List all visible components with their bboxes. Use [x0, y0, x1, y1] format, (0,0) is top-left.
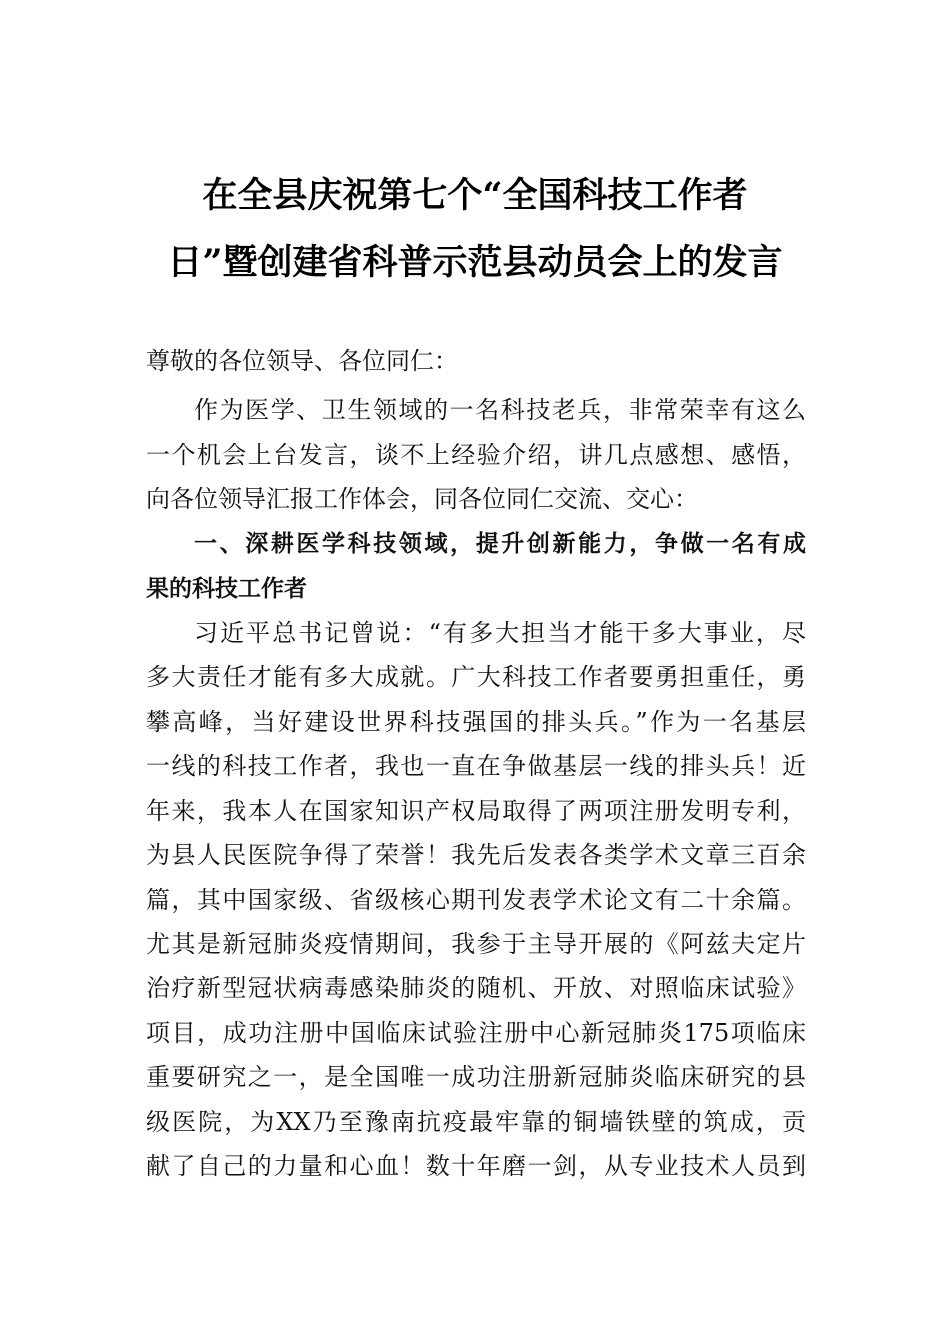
paragraph-line: 治疗新型冠状病毒感染肺炎的随机、开放、对照临床试验》 [146, 974, 806, 1002]
paragraph-line: 项目，成功注册中国临床试验注册中心新冠肺炎175项临床 [146, 1019, 806, 1047]
document-title-line-2: 日”暨创建省科普示范县动员会上的发言 [167, 242, 783, 283]
paragraph-line: 重要研究之一，是全国唯一成功注册新冠肺炎临床研究的县 [146, 1063, 806, 1091]
paragraph-line: 攀高峰，当好建设世界科技强国的排头兵。”作为一名基层 [146, 708, 806, 736]
paragraph-line: 尤其是新冠肺炎疫情期间，我参于主导开展的《阿兹夫定片 [146, 930, 806, 958]
paragraph-line: 献了自己的力量和心血！数十年磨一剑，从专业技术人员到 [146, 1152, 806, 1180]
paragraph-line: 一个机会上台发言，谈不上经验介绍，讲几点感想、感悟， [146, 441, 806, 469]
section-heading: 果的科技工作者 [146, 576, 307, 602]
salutation: 尊敬的各位领导、各位同仁： [146, 347, 458, 375]
paragraph-line: 级医院，为XX乃至豫南抗疫最牢靠的铜墙铁壁的筑成，贡 [146, 1108, 806, 1136]
paragraph-line: 篇，其中国家级、省级核心期刊发表学术论文有二十余篇。 [146, 886, 806, 914]
section-heading: 一、深耕医学科技领域，提升创新能力，争做一名有成 [194, 531, 806, 557]
paragraph-line: 习近平总书记曾说：“有多大担当才能干多大事业，尽 [194, 619, 806, 647]
paragraph-line: 年来，我本人在国家知识产权局取得了两项注册发明专利， [146, 797, 806, 825]
paragraph-line: 向各位领导汇报工作体会，同各位同仁交流、交心： [146, 485, 698, 513]
paragraph-line: 为县人民医院争得了荣誉！我先后发表各类学术文章三百余 [146, 841, 806, 869]
paragraph-line: 一线的科技工作者，我也一直在争做基层一线的排头兵！近 [146, 752, 806, 780]
paragraph-line: 多大责任才能有多大成就。广大科技工作者要勇担重任，勇 [146, 663, 806, 691]
document-title-line-1: 在全县庆祝第七个“全国科技工作者 [202, 175, 748, 216]
paragraph-line: 作为医学、卫生领域的一名科技老兵，非常荣幸有这么 [194, 396, 806, 424]
